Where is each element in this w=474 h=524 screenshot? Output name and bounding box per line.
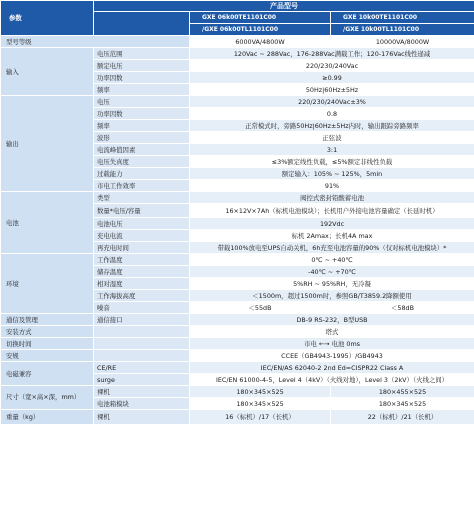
battery-section-label: 电池: [1, 192, 94, 254]
env-altitude-label: 工作海拔高度: [94, 290, 190, 302]
env-altitude-value: ＜1500m，超过1500m时，参照GB/T3859.2降额使用: [190, 290, 474, 302]
comm-section-label: 通信及管理: [1, 314, 94, 326]
input-power-factor-label: 功率因数: [94, 72, 190, 84]
env-operating-temp-value: 0℃ ~ +40℃: [190, 254, 474, 266]
size-battery-box-label: 电池箱模块: [94, 398, 190, 410]
input-section-label: 输入: [1, 48, 94, 96]
emc-cere-label: CE/RE: [94, 362, 190, 374]
input-voltage-range-value: 120Vac ~ 288Vac，176-288Vac满载工作；120-176Vac线性递减: [190, 48, 474, 60]
battery-quantity-value: 16×12V×7Ah（标机电池模块）；长机用户外接电池容量确定（长延时机）: [190, 204, 474, 218]
output-voltage-value: 220/230/240Vac±3%: [190, 96, 474, 108]
output-power-factor-value: 0.8: [190, 108, 474, 120]
switch-value: 市电 ←→ 电池 0ms: [190, 338, 474, 350]
input-rated-voltage-value: 220/230/240Vac: [190, 60, 474, 72]
comm-interface-value: DB-9 RS-232，B型USB: [190, 314, 474, 326]
output-efficiency-label: 市电工作效率: [94, 180, 190, 192]
battery-voltage-value: 192Vdc: [190, 218, 474, 230]
emc-cere-value: IEC/EN/AS 62040-2 2nd Ed=CISPR22 Class A: [190, 362, 474, 374]
row-model-grade: [1, 36, 474, 48]
output-overload-value: 额定输入：105% ~ 125%，5min: [190, 168, 474, 180]
model-a-line2: /GXE 06k00TL1101C00: [190, 24, 331, 36]
env-noise-label: 噪音: [94, 302, 190, 314]
header-row: [1, 1, 474, 12]
environment-section-label: 环境: [1, 254, 94, 314]
env-humidity-value: 5%RH ~ 95%RH，无冷凝: [190, 278, 474, 290]
env-storage-temp-label: 储存温度: [94, 266, 190, 278]
weight-bare-label: 裸机: [94, 410, 190, 425]
output-frequency-label: 频率: [94, 120, 190, 132]
row-input: [1, 48, 474, 60]
weight-section-label: 重量（kg）: [1, 410, 94, 425]
battery-type-value: 阀控式密封铅酸蓄电池: [190, 192, 474, 204]
install-section-label: 安装方式: [1, 326, 94, 338]
output-voltage-label: 电压: [94, 96, 190, 108]
output-overload-label: 过载能力: [94, 168, 190, 180]
input-power-factor-value: ≥0.99: [190, 72, 474, 84]
output-crest-factor-value: 3:1: [190, 144, 474, 156]
battery-quantity-label: 数量*电压/容量: [94, 204, 190, 218]
size-battery-box-b: 180×345×525: [331, 398, 474, 410]
model-grade-b: 10000VA/8000W: [331, 36, 474, 48]
env-noise-b: ＜58dB: [331, 302, 474, 314]
env-operating-temp-label: 工作温度: [94, 254, 190, 266]
output-waveform-value: 正弦波: [190, 132, 474, 144]
output-section-label: 输出: [1, 96, 94, 192]
switch-section-label: 切换时间: [1, 338, 94, 350]
battery-charge-current-value: 标机 2Amax；长机4A max: [190, 230, 474, 242]
emc-surge-value: IEC/EN 61000-4-5，Level 4（4kV）（火线对地），Level 3（2kV）（火线之间）: [190, 374, 474, 386]
battery-voltage-label: 电池电压: [94, 218, 190, 230]
input-frequency-value: 50Hz|60Hz±5Hz: [190, 84, 474, 96]
model-a-line1: GXE 06k00TE1101C00: [190, 12, 331, 24]
size-section-label: 尺寸（宽×高×深，mm）: [1, 386, 94, 410]
battery-charge-current-label: 充电电流: [94, 230, 190, 242]
safety-section-label: 安规: [1, 350, 94, 362]
env-noise-a: ＜55dB: [190, 302, 331, 314]
emc-section-label: 电磁兼容: [1, 362, 94, 386]
env-humidity-label: 相对湿度: [94, 278, 190, 290]
output-efficiency-value: 91%: [190, 180, 474, 192]
output-power-factor-label: 功率因数: [94, 108, 190, 120]
battery-recharge-time-value: 带载100%放电至UPS自动关机，6h充至电池容量的90%（仅对标机电池模块）*: [190, 242, 474, 254]
battery-recharge-time-label: 再充电时间: [94, 242, 190, 254]
emc-surge-label: surge: [94, 374, 190, 386]
weight-bare-b: 22（标机）/21（长机）: [331, 410, 474, 425]
comm-interface-label: 通信接口: [94, 314, 190, 326]
size-bare-b: 180×455×525: [331, 386, 474, 398]
input-voltage-range-label: 电压范围: [94, 48, 190, 60]
output-crest-factor-label: 电流峰值因素: [94, 144, 190, 156]
safety-value: CCEE（GB4943-1995）/GB4943: [190, 350, 474, 362]
output-distortion-value: ≤3%额定线性负载，≤5%额定非线性负载: [190, 156, 474, 168]
param-header: 参数: [1, 1, 94, 36]
install-value: 塔式: [190, 326, 474, 338]
model-b-line1: GXE 10k00TE1101C00: [331, 12, 474, 24]
output-frequency-value: 正常模式时，旁路50Hz|60Hz±5Hz内时，输出跟踪旁路频率: [190, 120, 474, 132]
size-battery-box-a: 180×345×525: [190, 398, 331, 410]
weight-bare-a: 16（标机）/17（长机）: [190, 410, 331, 425]
model-b-line2: /GXE 10k00TL1101C00: [331, 24, 474, 36]
model-grade-label: 型号等级: [1, 36, 190, 48]
model-grade-a: 6000VA/4800W: [190, 36, 331, 48]
output-waveform-label: 波形: [94, 132, 190, 144]
input-frequency-label: 频率: [94, 84, 190, 96]
size-bare-a: 180×345×525: [190, 386, 331, 398]
output-distortion-label: 电压失真度: [94, 156, 190, 168]
battery-type-label: 类型: [94, 192, 190, 204]
product-model-header: 产品型号: [94, 1, 474, 12]
env-storage-temp-value: -40℃ ~ +70℃: [190, 266, 474, 278]
size-bare-label: 裸机: [94, 386, 190, 398]
input-rated-voltage-label: 额定电压: [94, 60, 190, 72]
